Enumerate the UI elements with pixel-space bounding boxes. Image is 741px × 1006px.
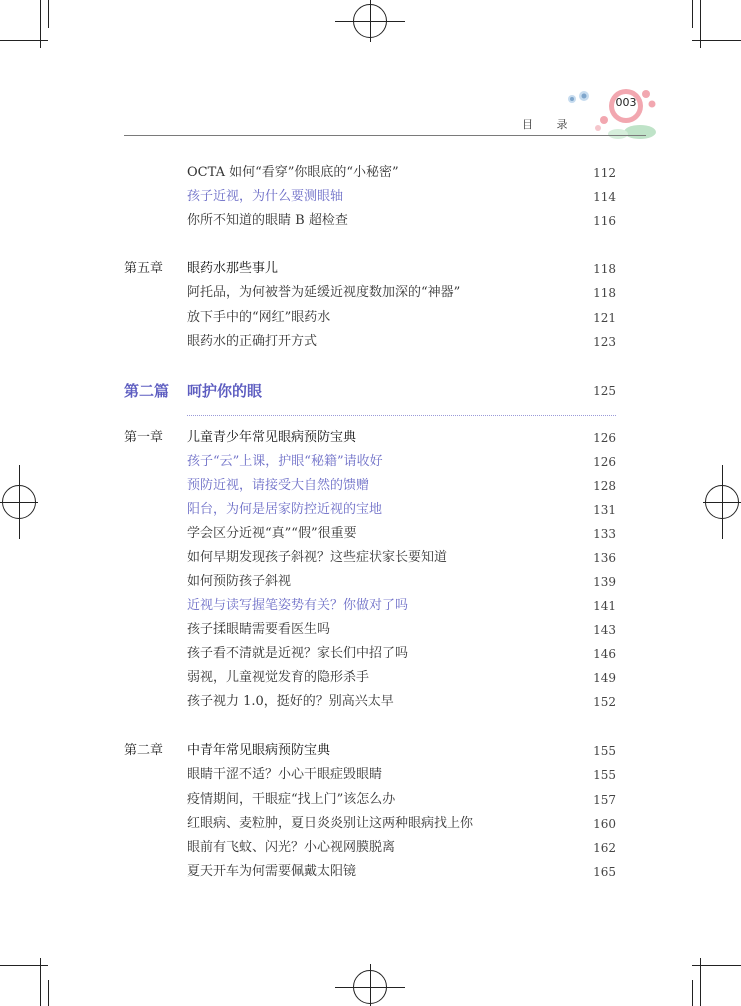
toc-entry-title: 孩子揉眼睛需要看医生吗 (187, 622, 331, 637)
toc-row (0, 814, 741, 834)
toc-row (0, 187, 741, 207)
toc-page-number: 146 (593, 647, 616, 661)
toc-page-number: 125 (593, 384, 616, 398)
toc-page-number: 162 (593, 841, 616, 855)
toc-row (0, 211, 741, 231)
toc-row (0, 596, 741, 616)
toc-row (0, 644, 741, 664)
toc-entry-title: 眼药水的正确打开方式 (187, 334, 318, 349)
toc-entry-title: 如何早期发现孩子斜视？这些症状家长要知道 (187, 550, 448, 565)
toc-row (0, 668, 741, 688)
toc-page-number: 143 (593, 623, 616, 637)
toc-entry-title: 孩子近视，为什么要测眼轴 (187, 189, 344, 204)
toc-chapter-label: 第二章 (124, 743, 164, 758)
toc-row (0, 548, 741, 568)
toc-page-number: 118 (593, 262, 616, 276)
toc-row (0, 500, 741, 520)
toc-row (0, 259, 741, 279)
crop-mark (48, 980, 49, 1006)
section-title: 目 录 (522, 118, 578, 131)
toc-entry-title: 红眼病、麦粒肿，夏日炎炎别让这两种眼病找上你 (187, 816, 474, 831)
toc-row (0, 428, 741, 448)
toc-entry-title: 呵护你的眼 (187, 382, 263, 400)
toc-page-number: 112 (593, 166, 616, 180)
toc-entry-title: 放下手中的“网红”眼药水 (187, 310, 331, 325)
toc-page-number: 131 (593, 503, 616, 517)
toc-row (0, 381, 741, 401)
crop-mark (692, 40, 741, 41)
crop-mark (0, 40, 48, 41)
toc-page-number: 133 (593, 527, 616, 541)
toc-entry-title: 弱视，儿童视觉发育的隐形杀手 (187, 670, 370, 685)
toc-row (0, 308, 741, 328)
toc-entry-title: 如何预防孩子斜视 (187, 574, 292, 589)
toc-page-number: 114 (593, 190, 616, 204)
toc-row (0, 332, 741, 352)
toc-entry-title: 孩子看不清就是近视？家长们中招了吗 (187, 646, 409, 661)
toc-page-number: 121 (593, 311, 616, 325)
toc-row (0, 692, 741, 712)
toc-page-number: 141 (593, 599, 616, 613)
toc-page-number: 139 (593, 575, 616, 589)
toc-page-number: 155 (593, 768, 616, 782)
toc-page-number: 165 (593, 865, 616, 879)
toc-row (0, 790, 741, 810)
toc-page-number: 118 (593, 286, 616, 300)
crop-mark (48, 0, 49, 28)
header-divider (124, 135, 646, 136)
crop-mark (692, 980, 693, 1006)
toc-page-number: 128 (593, 479, 616, 493)
crop-mark (692, 0, 693, 28)
toc-row (0, 862, 741, 882)
toc-row (0, 524, 741, 544)
toc-row (0, 741, 741, 761)
toc-row (0, 163, 741, 183)
toc-page-number: 123 (593, 335, 616, 349)
toc-row (0, 620, 741, 640)
toc-chapter-label: 第五章 (124, 261, 164, 276)
toc-entry-title: 学会区分近视“真”“假”很重要 (187, 526, 357, 541)
toc-page-number: 149 (593, 671, 616, 685)
toc-chapter-label: 第二篇 (124, 382, 170, 400)
toc-page-number: 160 (593, 817, 616, 831)
toc-chapter-label: 第一章 (124, 430, 164, 445)
toc-entry-title: 眼药水那些事儿 (187, 261, 279, 276)
toc-entry-title: 眼睛干涩不适？小心干眼症毁眼睛 (187, 767, 383, 782)
toc-entry-title: 预防近视，请接受大自然的馈赠 (187, 478, 370, 493)
toc-entry-title: OCTA 如何“看穿”你眼底的“小秘密” (187, 165, 399, 180)
toc-entry-title: 眼前有飞蚊、闪光？小心视网膜脱离 (187, 840, 396, 855)
toc-entry-title: 孩子视力 1.0，挺好的？别高兴太早 (187, 694, 394, 709)
toc-row (0, 452, 741, 472)
toc-page-number: 157 (593, 793, 616, 807)
toc-row (0, 283, 741, 303)
toc-entry-title: 近视与读写握笔姿势有关？你做对了吗 (187, 598, 409, 613)
toc-row (0, 572, 741, 592)
page-number: 003 (615, 96, 637, 109)
toc-entry-title: 孩子“云”上课，护眼“秘籍”请收好 (187, 454, 383, 469)
toc-entry-title: 中青年常见眼病预防宝典 (187, 743, 331, 758)
crop-mark (0, 965, 48, 966)
toc-row (0, 476, 741, 496)
toc-page-number: 126 (593, 455, 616, 469)
toc-page-number: 155 (593, 744, 616, 758)
toc-page-number: 116 (593, 214, 616, 228)
toc-page-number: 136 (593, 551, 616, 565)
toc-entry-title: 夏天开车为何需要佩戴太阳镜 (187, 864, 357, 879)
toc-entry-title: 你所不知道的眼睛 B 超检查 (187, 213, 348, 228)
toc-entry-title: 阿托品，为何被誉为延缓近视度数加深的“神器” (187, 285, 461, 300)
toc-page-number: 152 (593, 695, 616, 709)
toc-row (0, 838, 741, 858)
crop-mark (692, 965, 741, 966)
part-divider (187, 415, 616, 416)
toc-entry-title: 阳台，为何是居家防控近视的宝地 (187, 502, 383, 517)
toc-row (0, 765, 741, 785)
toc-entry-title: 疫情期间，干眼症“找上门”该怎么办 (187, 792, 396, 807)
toc-entry-title: 儿童青少年常见眼病预防宝典 (187, 430, 357, 445)
toc-page-number: 126 (593, 431, 616, 445)
